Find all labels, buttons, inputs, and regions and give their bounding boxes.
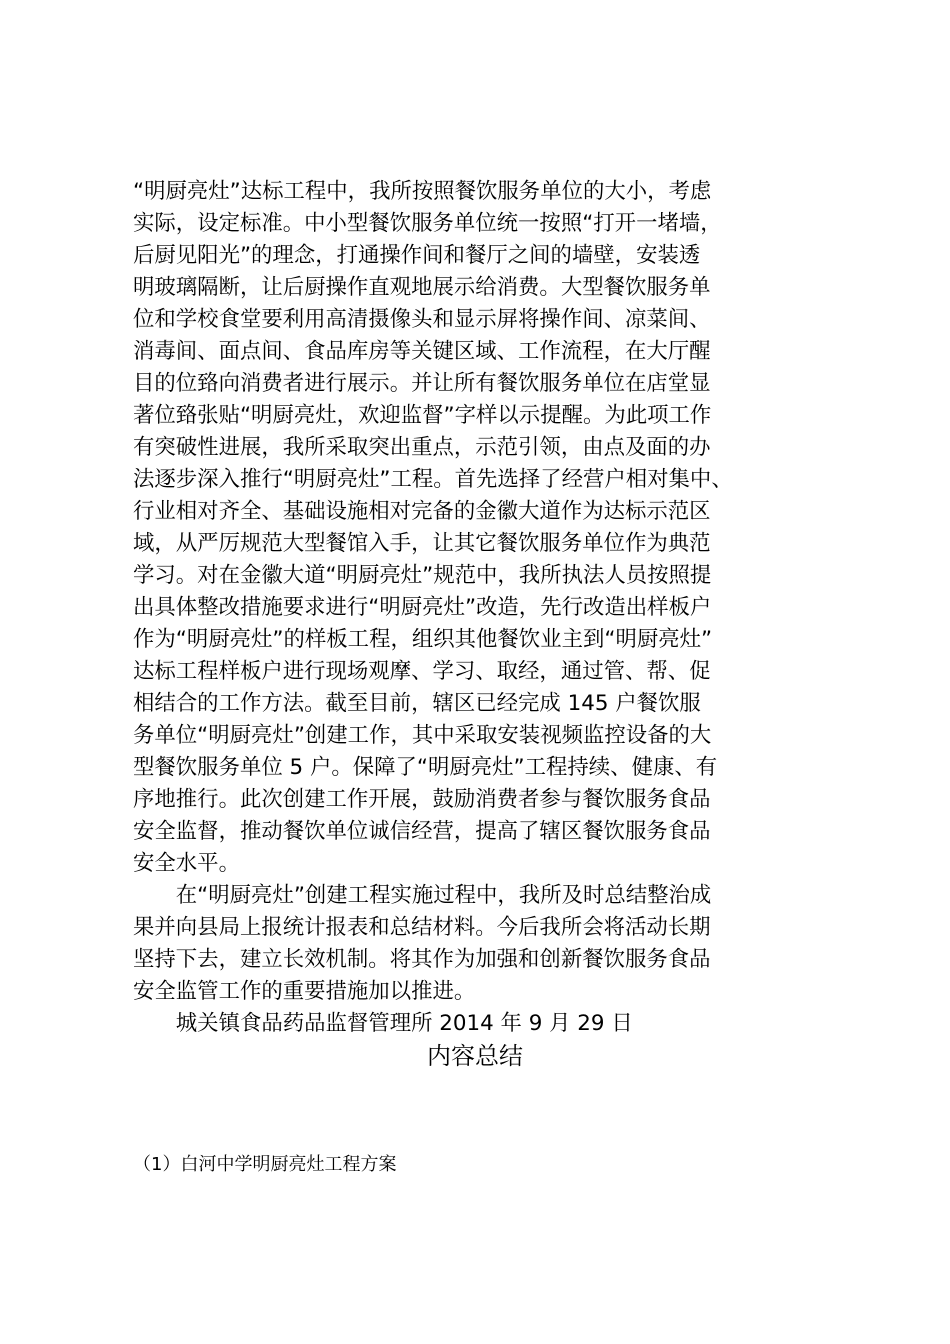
body-line-14: 出具体整改措施要求进行“明厨亮灶”改造，先行改造出样板户 [133,595,712,620]
body-line-4: 明玻璃隔断，让后厨操作直观地展示给消费。大型餐饮服务单 [133,275,711,300]
body-line-21: 安全监督，推动餐饮单位诚信经营，提高了辖区餐饮服务食品 [133,819,711,844]
body-line-11: 行业相对齐全、基础设施相对完备的金徽大道作为达标示范区 [133,499,711,524]
body-line-15: 作为“明厨亮灶”的样板工程，组织其他餐饮业主到“明厨亮灶” [133,627,713,652]
body-line-12: 域，从严厉规范大型餐馆入手，让其它餐饮服务单位作为典范 [133,531,711,556]
body-line-9: 有突破性进展，我所采取突出重点，示范引领，由点及面的办 [133,435,711,460]
summary-item: （1）白河中学明厨亮灶工程方案 [133,1154,397,1175]
body-line-17: 相结合的工作方法。截至目前，辖区已经完成 145 户餐饮服 [133,691,701,716]
body-line-10: 法逐步深入推行“明厨亮灶”工程。首先选择了经营户相对集中、 [133,467,733,492]
body-line-7: 目的位臵向消费者进行展示。并让所有餐饮服务单位在店堂显 [133,371,711,396]
body-line-13: 学习。对在金徽大道“明厨亮灶”规范中，我所执法人员按照提 [133,563,712,588]
summary-title: 内容总结 [427,1042,523,1070]
body-line-18: 务单位“明厨亮灶”创建工作，其中采取安装视频监控设备的大 [133,723,712,748]
body-line-23: 在“明厨亮灶”创建工程实施过程中，我所及时总结整治成 [133,883,712,908]
body-line-8: 著位臵张贴“明厨亮灶，欢迎监督”字样以示提醒。为此项工作 [133,403,712,428]
body-line-2: 实际，设定标准。中小型餐饮服务单位统一按照“打开一堵墙， [133,211,722,236]
body-line-5: 位和学校食堂要利用高清摄像头和显示屏将操作间、凉菜间、 [133,307,711,332]
body-line-19: 型餐饮服务单位 5 户。保障了“明厨亮灶”工程持续、健康、有 [133,755,718,780]
body-line-26: 安全监管工作的重要措施加以推进。 [133,979,476,1004]
body-line-3: 后厨见阳光”的理念，打通操作间和餐厅之间的墙壁，安装透 [133,243,701,268]
body-line-24: 果并向县局上报统计报表和总结材料。今后我所会将活动长期 [133,915,711,940]
body-line-1: “明厨亮灶”达标工程中，我所按照餐饮服务单位的大小，考虑 [133,179,712,204]
signature-line: 城关镇食品药品监督管理所 2014 年 9 月 29 日 [133,1011,633,1036]
body-line-20: 序地推行。此次创建工作开展，鼓励消费者参与餐饮服务食品 [133,787,711,812]
body-line-16: 达标工程样板户进行现场观摩、学习、取经，通过管、帮、促 [133,659,711,684]
body-line-22: 安全水平。 [133,851,240,876]
body-line-25: 坚持下去，建立长效机制。将其作为加强和创新餐饮服务食品 [133,947,711,972]
body-line-6: 消毒间、面点间、食品库房等关键区域、工作流程，在大厅醒 [133,339,711,364]
